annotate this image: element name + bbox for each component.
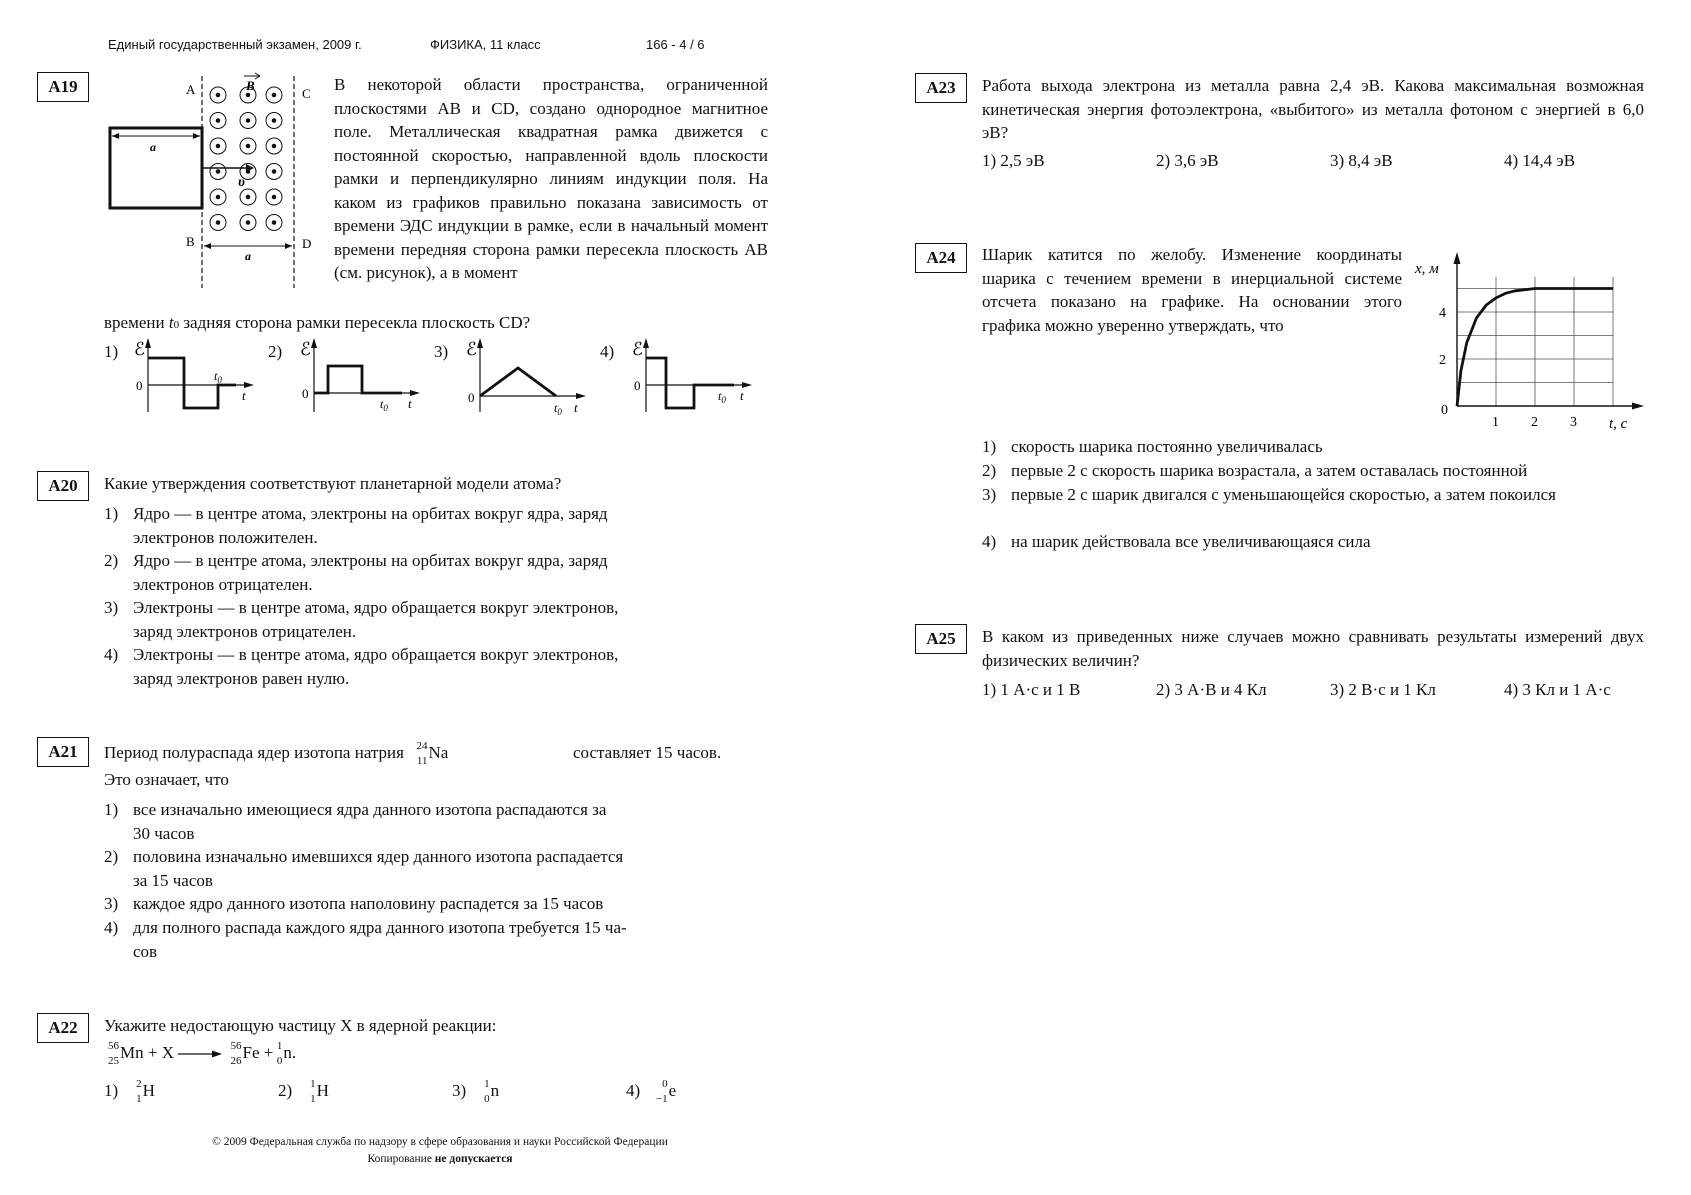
chart-xlabel: t, с xyxy=(1609,416,1628,432)
a21-question-line-1 xyxy=(104,741,448,767)
chart-x-tick-label: 1 xyxy=(1492,415,1499,430)
question-label-a24: А24 xyxy=(915,243,967,273)
footer-copyright: © 2009 Федеральная служба по надзору в сфере образования и науки Российской Федерации xyxy=(212,1136,668,1148)
a25-option-4[interactable]: 4) 3 Кл и 1 А·с xyxy=(1504,680,1611,699)
reaction-arrow-icon xyxy=(178,1048,222,1060)
a21-q-part1: Период полураспада ядер изотопа натрия xyxy=(104,743,404,762)
atomic-number: 0 xyxy=(276,1055,283,1068)
t-label: t xyxy=(242,388,246,403)
a23-option-3[interactable]: 3) 8,4 эВ xyxy=(1330,151,1393,170)
option-text: на шарик действовала все увеличивающаяся сила xyxy=(1011,532,1371,551)
zero-label: 0 xyxy=(136,378,143,393)
a20-option-1[interactable] xyxy=(104,502,784,549)
mn-symbol: Mn xyxy=(120,1043,144,1062)
question-label-a20: А20 xyxy=(37,471,89,501)
a22-option-2[interactable] xyxy=(278,1078,329,1105)
plus-x: + X xyxy=(147,1043,174,1062)
element-symbol: Na xyxy=(428,743,449,762)
a19-graph-2 xyxy=(294,336,424,416)
t0-label xyxy=(380,397,388,413)
option-line-1: каждое ядро данного изотопа наполовину распадется за 15 часов xyxy=(133,894,604,913)
a23-option-4[interactable]: 4) 14,4 эВ xyxy=(1504,151,1576,170)
t0-t: t xyxy=(554,401,558,415)
field-line-dot xyxy=(272,118,277,123)
atomic-number: 26 xyxy=(230,1055,242,1068)
label-b-vector: B xyxy=(246,78,255,93)
option-text: первые 2 с шарик двигался с уменьшающейся скоростью, а затем покоился xyxy=(1011,485,1556,504)
a19-graph-label-4: 4) xyxy=(600,342,615,361)
a25-option-1[interactable]: 1) 1 А·с и 1 В xyxy=(982,680,1081,699)
atomic-number: 25 xyxy=(108,1055,119,1068)
option-line-2: сов xyxy=(133,941,158,961)
fe-symbol: Fe xyxy=(242,1043,260,1062)
field-line-dot xyxy=(272,220,277,225)
emf-label: ℰ xyxy=(466,339,477,359)
t-label: t xyxy=(574,400,578,415)
question-label-a23: А23 xyxy=(915,73,967,103)
chart-x-arrow xyxy=(1632,403,1644,410)
label-region-a: a xyxy=(245,249,251,263)
header-subject: ФИЗИКА, 11 класс xyxy=(430,37,541,52)
a20-option-2[interactable] xyxy=(104,549,784,596)
question-label-a22: А22 xyxy=(37,1013,89,1043)
a19-text-tail-start: времени xyxy=(104,313,165,332)
option-isotope xyxy=(475,1079,491,1105)
field-line-dot xyxy=(246,220,251,225)
a23-question: Работа выхода электрона из металла равна 2,4 эВ. Какова максимальная возможная кинетическая энергия фотоэлектрона, «выбитого» из металла фотоном с энергией в 6,0 эВ? xyxy=(982,76,1644,142)
option-line-2: заряд электронов равен нулю. xyxy=(133,668,350,688)
magnetic-field-dots xyxy=(210,87,282,231)
option-isotope xyxy=(301,1079,317,1105)
option-line-2: электронов положителен. xyxy=(133,527,318,547)
option-line-2: электронов отрицателен. xyxy=(133,574,313,594)
field-line-dot xyxy=(216,195,221,200)
atomic-number: 1 xyxy=(310,1093,316,1106)
a19-t0-sub: 0 xyxy=(173,319,180,331)
a22-option-1[interactable] xyxy=(104,1078,155,1105)
a20-option-3[interactable] xyxy=(104,596,784,643)
t0-sub: 0 xyxy=(217,375,222,385)
chart-ylabel: x, м xyxy=(1415,261,1439,277)
a24-option-3[interactable] xyxy=(982,483,1642,530)
a19-graph-3 xyxy=(460,336,590,416)
option-symbol: n xyxy=(490,1081,500,1100)
t0-label xyxy=(214,369,222,385)
a21-option-4[interactable] xyxy=(104,916,784,963)
emf-label: ℰ xyxy=(632,339,643,359)
fe-isotope xyxy=(227,1041,243,1067)
chart-y-tick-label: 4 xyxy=(1439,306,1446,321)
label-a: A xyxy=(186,82,196,97)
zero-label: 0 xyxy=(468,390,475,405)
chart-grid xyxy=(1457,277,1613,406)
emf-label: ℰ xyxy=(300,339,311,359)
field-line-dot xyxy=(246,195,251,200)
field-line-dot xyxy=(216,220,221,225)
label-b: B xyxy=(186,234,195,249)
a21-option-3[interactable] xyxy=(104,892,784,916)
option-number: 4) xyxy=(982,532,997,551)
a22-reaction xyxy=(104,1040,296,1067)
option-line-1: половина изначально имевшихся ядер данного изотопа распадается xyxy=(133,847,624,866)
a19-graph-label-2: 2) xyxy=(268,342,283,361)
a21-option-2[interactable] xyxy=(104,845,784,892)
option-number: 4) xyxy=(626,1081,641,1100)
chart-x-tick-label: 2 xyxy=(1531,415,1538,430)
field-line-dot xyxy=(246,93,251,98)
option-line-2: заряд электронов отрицателен. xyxy=(133,621,357,641)
field-line-dot xyxy=(216,169,221,174)
footer-copy-notice xyxy=(160,1153,720,1165)
option-number: 1) xyxy=(104,800,119,819)
a21-q-part3: Это означает, что xyxy=(104,770,229,789)
option-number: 1) xyxy=(104,1081,119,1100)
option-line-1: Ядро — в центре атома, электроны на орбитах вокруг ядра, заряд xyxy=(133,551,608,570)
plus-sign: + xyxy=(263,1043,274,1062)
mass-number: 1 xyxy=(310,1078,316,1091)
a21-q-part2: составляет 15 часов. xyxy=(573,743,722,762)
option-number: 3) xyxy=(104,598,119,617)
a25-option-3[interactable]: 3) 2 В·с и 1 Кл xyxy=(1330,680,1436,699)
field-line-dot xyxy=(272,169,277,174)
option-isotope xyxy=(649,1079,669,1105)
question-label-a21: А21 xyxy=(37,737,89,767)
t0-t: t xyxy=(380,397,384,411)
mass-number: 1 xyxy=(276,1040,283,1053)
label-c: C xyxy=(302,86,311,101)
option-line-2: за 15 часов xyxy=(133,870,213,890)
a19-graph-4 xyxy=(626,336,756,416)
neutron-symbol: n. xyxy=(283,1043,297,1062)
emf-label: ℰ xyxy=(134,339,145,359)
chart-origin-label: 0 xyxy=(1441,403,1448,418)
a24-question: Шарик катится по желобу. Изменение координаты шарика с течением времени в инерциальной системе отсчета показано на графике. На основании этого графика можно уверенно утверждать, что xyxy=(982,245,1402,335)
a25-question: В каком из приведенных ниже случаев можно сравнивать результаты измерений двух физических величин? xyxy=(982,627,1644,670)
a22-question: Укажите недостающую частицу X в ядерной реакции: xyxy=(104,1016,497,1035)
a24-option-4[interactable] xyxy=(982,530,1642,554)
field-line-dot xyxy=(272,93,277,98)
t0-sub: 0 xyxy=(721,395,726,405)
field-line-dot xyxy=(272,144,277,149)
atomic-number: −1 xyxy=(655,1093,668,1106)
atomic-number: 11 xyxy=(416,755,428,768)
field-line-dot xyxy=(216,93,221,98)
option-number: 4) xyxy=(104,918,119,937)
mass-number: 24 xyxy=(416,740,428,753)
option-number: 2) xyxy=(104,551,119,570)
t-label: t xyxy=(408,396,412,411)
a19-text-tail xyxy=(104,311,530,337)
t0-label xyxy=(554,401,562,416)
option-symbol: H xyxy=(142,1081,155,1100)
option-isotope xyxy=(127,1079,143,1105)
label-velocity: υ xyxy=(238,175,245,190)
mass-number: 56 xyxy=(230,1040,242,1053)
t0-t: t xyxy=(214,369,218,383)
a19-text: В некоторой области пространства, ограниченной плоскостями AB и CD, создано однородное магнитное поле. Металлическая квадратная рамка движется с постоянной скоростью, направленной вдоль плоскости рамки и перпендикулярно линиям индукции поля. На каком из графиков правильно показана зависимость от времени ЭДС индукции в рамке, если в начальный момент времени передняя сторона рамки пересекла плоскость AB (см. рисунок), а в момент xyxy=(334,75,768,282)
mass-number: 0 xyxy=(662,1078,668,1091)
option-line-1: все изначально имеющиеся ядра данного изотопа распадаются за xyxy=(133,800,607,819)
a19-t0: t xyxy=(168,313,174,332)
chart-x-tick-label: 3 xyxy=(1570,415,1577,430)
mn-isotope xyxy=(104,1041,120,1067)
a20-option-4[interactable] xyxy=(104,643,784,690)
a22-option-3[interactable] xyxy=(452,1078,499,1105)
field-line-dot xyxy=(246,144,251,149)
a21-option-1[interactable] xyxy=(104,798,784,845)
atomic-number: 0 xyxy=(484,1093,490,1106)
square-frame xyxy=(110,128,202,208)
option-line-2: 30 часов xyxy=(133,823,195,843)
a23-option-1[interactable]: 1) 2,5 эВ xyxy=(982,151,1045,170)
a24-option-1[interactable] xyxy=(982,435,1642,459)
sodium-isotope xyxy=(412,741,428,767)
question-label-a19: А19 xyxy=(37,72,89,102)
option-number: 2) xyxy=(982,461,997,480)
option-number: 3) xyxy=(104,894,119,913)
option-number: 2) xyxy=(104,847,119,866)
option-number: 1) xyxy=(104,504,119,523)
label-frame-a: a xyxy=(150,140,156,154)
option-line-1: Электроны — в центре атома, ядро обращается вокруг электронов, xyxy=(133,645,619,664)
option-symbol: H xyxy=(316,1081,329,1100)
emf-curve xyxy=(480,368,556,396)
a23-option-2[interactable]: 2) 3,6 эВ xyxy=(1156,151,1219,170)
footer-copy-forbidden: не допускается xyxy=(434,1153,513,1165)
t-label: t xyxy=(740,388,744,403)
chart-y-arrow xyxy=(1454,252,1461,264)
field-line-dot xyxy=(216,118,221,123)
emf-curve xyxy=(314,366,402,393)
t0-sub: 0 xyxy=(383,403,388,413)
option-line-1: для полного распада каждого ядра данного изотопа требуется 15 ча- xyxy=(133,918,627,937)
option-number: 1) xyxy=(982,437,997,456)
zero-label: 0 xyxy=(302,386,309,401)
a24-option-2[interactable] xyxy=(982,459,1642,483)
field-line-dot xyxy=(272,195,277,200)
t0-t: t xyxy=(718,389,722,403)
t0-label xyxy=(718,389,726,405)
atomic-number: 1 xyxy=(136,1093,142,1106)
field-line-dot xyxy=(216,144,221,149)
mass-number: 2 xyxy=(136,1078,142,1091)
a20-question: Какие утверждения соответствуют планетарной модели атома? xyxy=(104,474,562,493)
a22-option-4[interactable] xyxy=(626,1078,676,1105)
a25-option-2[interactable]: 2) 3 А·В и 4 Кл xyxy=(1156,680,1267,699)
option-symbol: e xyxy=(668,1081,677,1100)
option-line-1: Ядро — в центре атома, электроны на орбитах вокруг ядра, заряд xyxy=(133,504,608,523)
option-text: скорость шарика постоянно увеличивалась xyxy=(1011,437,1323,456)
neutron-isotope xyxy=(273,1041,283,1067)
field-line-dot xyxy=(246,118,251,123)
mass-number: 56 xyxy=(108,1040,119,1053)
chart-tick-labels xyxy=(1439,306,1577,430)
option-number: 3) xyxy=(452,1081,467,1100)
option-line-1: Электроны — в центре атома, ядро обращается вокруг электронов, xyxy=(133,598,619,617)
a19-text-end: задняя сторона рамки пересекла плоскость CD? xyxy=(183,313,531,332)
a19-figure xyxy=(100,68,320,288)
header-page: 166 - 4 / 6 xyxy=(646,37,705,52)
footer-copy-label: Копирование xyxy=(367,1153,432,1165)
zero-label: 0 xyxy=(634,378,641,393)
header-exam: Единый государственный экзамен, 2009 г. xyxy=(108,37,362,52)
option-number: 4) xyxy=(104,645,119,664)
emf-curve xyxy=(148,358,236,408)
option-text: первые 2 с скорость шарика возрастала, а затем оставалась постоянной xyxy=(1011,461,1528,480)
a24-position-chart xyxy=(1405,250,1650,440)
mass-number: 1 xyxy=(484,1078,490,1091)
a19-graph-label-3: 3) xyxy=(434,342,449,361)
label-d: D xyxy=(302,236,312,251)
option-number: 3) xyxy=(982,485,997,504)
a19-graph-1 xyxy=(128,336,258,416)
question-label-a25: А25 xyxy=(915,624,967,654)
a19-graph-label-1: 1) xyxy=(104,342,119,361)
t0-sub: 0 xyxy=(557,407,562,416)
option-number: 2) xyxy=(278,1081,293,1100)
chart-y-tick-label: 2 xyxy=(1439,353,1446,368)
